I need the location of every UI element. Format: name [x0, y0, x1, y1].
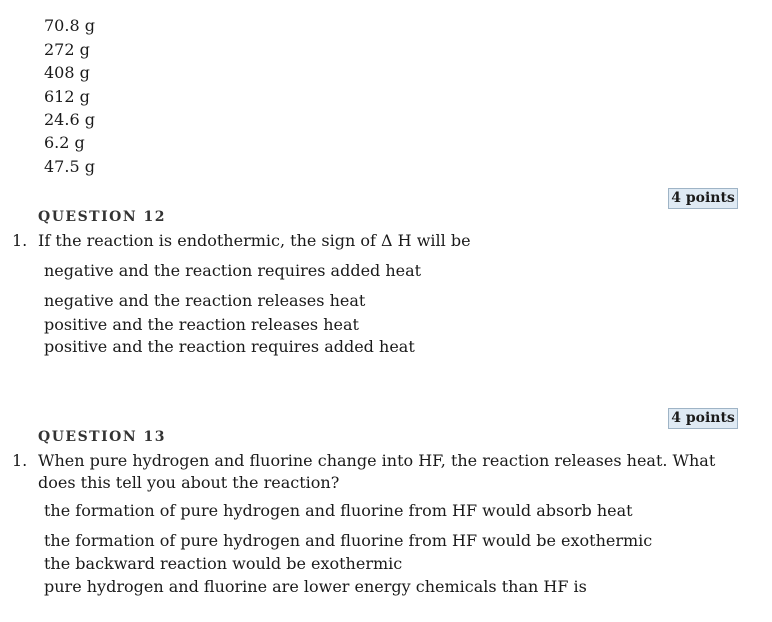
- question-number: 1.: [12, 231, 28, 250]
- answer-option[interactable]: positive and the reaction requires added heat: [44, 337, 415, 356]
- question-number: 1.: [12, 451, 28, 470]
- answer-option[interactable]: negative and the reaction releases heat: [44, 291, 366, 310]
- answer-option[interactable]: pure hydrogen and fluorine are lower energy chemicals than HF is: [44, 577, 587, 596]
- answer-option[interactable]: 47.5 g: [44, 157, 95, 176]
- question-text: When pure hydrogen and fluorine change into HF, the reaction releases heat. What does this tell you about the reaction?: [38, 451, 716, 492]
- question-label: QUESTION 13: [38, 429, 167, 445]
- answer-option[interactable]: negative and the reaction requires added heat: [44, 261, 422, 280]
- answer-option[interactable]: 612 g: [44, 87, 90, 106]
- answer-option[interactable]: 6.2 g: [44, 133, 85, 152]
- answer-option[interactable]: the formation of pure hydrogen and fluorine from HF would absorb heat: [44, 501, 633, 520]
- answer-option[interactable]: positive and the reaction releases heat: [44, 315, 359, 334]
- answer-option[interactable]: 408 g: [44, 63, 90, 82]
- answer-option[interactable]: the backward reaction would be exothermic: [44, 554, 403, 573]
- answer-option[interactable]: 70.8 g: [44, 16, 95, 35]
- points-badge: 4 points: [668, 408, 738, 429]
- question-text: If the reaction is endothermic, the sign of Δ H will be: [38, 231, 471, 250]
- points-badge: 4 points: [668, 188, 738, 209]
- answer-option[interactable]: 272 g: [44, 40, 90, 59]
- answer-option[interactable]: the formation of pure hydrogen and fluorine from HF would be exothermic: [44, 531, 653, 550]
- question-label: QUESTION 12: [38, 209, 167, 225]
- answer-option[interactable]: 24.6 g: [44, 110, 95, 129]
